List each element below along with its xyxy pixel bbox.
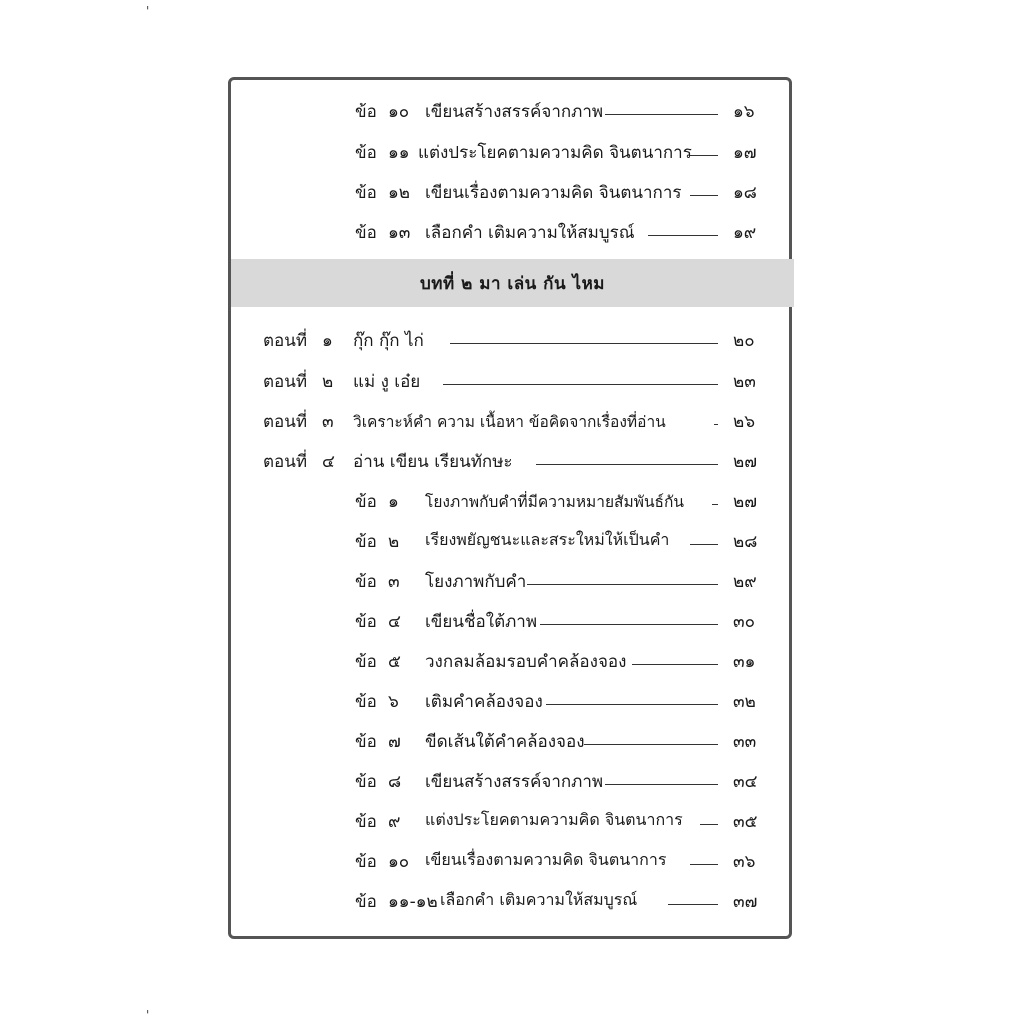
chapter-title: บทที่ ๒ มา เล่น กัน ไหม	[420, 273, 605, 294]
entry-page: ๓๒	[733, 692, 756, 712]
toc-entry	[0, 684, 1024, 712]
entry-number: ๗	[388, 732, 401, 752]
dot-leader	[546, 704, 718, 705]
entry-title: แต่งประโยคตามความคิด จินตนาการ	[418, 143, 692, 163]
dot-leader	[632, 664, 718, 665]
entry-title: เลือกคำ เติมความให้สมบูรณ์	[425, 223, 635, 243]
dot-leader	[712, 504, 718, 505]
section-number: ๔	[322, 452, 335, 472]
entry-title: วงกลมล้อมรอบคำคล้องจอง	[425, 652, 627, 672]
dot-leader	[690, 544, 718, 545]
entry-label: ข้อ	[355, 102, 377, 122]
entry-label: ข้อ	[355, 812, 377, 832]
entry-page: ๑๙	[733, 223, 757, 243]
entry-page: ๓๔	[733, 772, 758, 792]
entry-label: ข้อ	[355, 612, 377, 632]
toc-entry	[0, 524, 1024, 552]
dot-leader	[540, 624, 718, 625]
entry-number: ๘	[388, 772, 402, 792]
entry-label: ข้อ	[355, 223, 377, 243]
section-title: กุ๊ก กุ๊ก ไก่	[353, 331, 424, 351]
corner-mark-bottom: '	[146, 1008, 150, 1022]
entry-title: เขียนสร้างสรรค์จากภาพ	[425, 102, 604, 122]
entry-label: ข้อ	[355, 532, 377, 552]
section-label: ตอนที่	[263, 412, 308, 432]
toc-section	[0, 323, 1024, 351]
entry-page: ๓๕	[733, 812, 758, 832]
entry-number: ๑๑-๑๒	[388, 892, 438, 912]
entry-label: ข้อ	[355, 492, 377, 512]
toc-entry	[0, 135, 1024, 163]
toc-entry	[0, 94, 1024, 122]
entry-number: ๑๓	[388, 223, 411, 243]
dot-leader	[714, 424, 718, 425]
entry-number: ๑๐	[388, 102, 410, 122]
entry-label: ข้อ	[355, 572, 377, 592]
entry-title: โยงภาพกับคำที่มีความหมายสัมพันธ์กัน	[425, 493, 684, 511]
dot-leader	[605, 784, 718, 785]
entry-label: ข้อ	[355, 143, 377, 163]
section-page: ๒๐	[733, 331, 755, 351]
entry-number: ๖	[388, 692, 399, 712]
toc-entry	[0, 844, 1024, 872]
section-label: ตอนที่	[263, 331, 308, 351]
dot-leader	[690, 155, 718, 156]
dot-leader	[536, 464, 718, 465]
entry-number: ๙	[388, 812, 401, 832]
entry-number: ๒	[388, 532, 400, 552]
toc-entry	[0, 764, 1024, 792]
entry-number: ๑๑	[388, 143, 410, 163]
section-label: ตอนที่	[263, 372, 308, 392]
entry-label: ข้อ	[355, 692, 377, 712]
entry-page: ๑๘	[733, 183, 757, 203]
entry-page: ๓๖	[733, 852, 756, 872]
entry-number: ๓	[388, 572, 400, 592]
entry-title: ขีดเส้นใต้คำคล้องจอง	[425, 732, 585, 752]
dot-leader	[668, 904, 718, 905]
toc-entry	[0, 884, 1024, 912]
entry-label: ข้อ	[355, 183, 377, 203]
section-label: ตอนที่	[263, 452, 308, 472]
toc-entry	[0, 215, 1024, 243]
toc-entry	[0, 604, 1024, 632]
entry-page: ๑๗	[733, 143, 757, 163]
dot-leader	[443, 384, 718, 385]
entry-title: เติมคำคล้องจอง	[425, 692, 543, 712]
entry-label: ข้อ	[355, 892, 377, 912]
toc-section	[0, 364, 1024, 392]
entry-title: เขียนเรื่องตามความคิด จินตนาการ	[425, 850, 667, 869]
entry-label: ข้อ	[355, 652, 377, 672]
dot-leader	[527, 584, 718, 585]
section-page: ๒๖	[733, 412, 755, 432]
toc-entry	[0, 724, 1024, 752]
entry-title: โยงภาพกับคำ	[425, 572, 527, 592]
toc-entry	[0, 175, 1024, 203]
section-title: วิเคราะห์คำ ความ เนื้อหา ข้อคิดจากเรื่องที่อ่าน	[353, 413, 666, 431]
section-title: แม่ งู เอ๋ย	[353, 372, 421, 392]
section-number: ๑	[322, 331, 333, 351]
entry-title: แต่งประโยคตามความคิด จินตนาการ	[425, 810, 683, 829]
entry-number: ๔	[388, 612, 401, 632]
entry-page: ๓๑	[733, 652, 756, 672]
section-title: อ่าน เขียน เรียนทักษะ	[353, 452, 513, 472]
dot-leader	[690, 195, 718, 196]
section-page: ๒๗	[733, 452, 757, 472]
entry-page: ๑๖	[733, 102, 755, 122]
toc-section	[0, 404, 1024, 432]
entry-label: ข้อ	[355, 852, 377, 872]
entry-title: เขียนสร้างสรรค์จากภาพ	[425, 772, 604, 792]
dot-leader	[584, 744, 718, 745]
section-number: ๒	[322, 372, 334, 392]
dot-leader	[690, 864, 718, 865]
entry-number: ๕	[388, 652, 401, 672]
corner-mark-top: '	[146, 4, 150, 18]
entry-number: ๑	[388, 492, 399, 512]
dot-leader	[450, 343, 718, 344]
entry-page: ๓๐	[733, 612, 755, 632]
entry-number: ๑๐	[388, 852, 410, 872]
section-number: ๓	[322, 412, 334, 432]
entry-page: ๒๙	[733, 572, 757, 592]
entry-page: ๓๓	[733, 732, 757, 752]
section-page: ๒๓	[733, 372, 756, 392]
chapter-heading	[231, 259, 794, 307]
entry-title: เรียงพยัญชนะและสระใหม่ให้เป็นคำ	[425, 530, 670, 549]
dot-leader	[700, 824, 718, 825]
toc-entry	[0, 564, 1024, 592]
toc-entry	[0, 644, 1024, 672]
entry-page: ๒๘	[733, 532, 758, 552]
entry-label: ข้อ	[355, 772, 377, 792]
entry-title: เขียนเรื่องตามความคิด จินตนาการ	[425, 183, 682, 203]
entry-page: ๓๗	[733, 892, 758, 912]
entry-label: ข้อ	[355, 732, 377, 752]
toc-entry	[0, 484, 1024, 512]
entry-title: เลือกคำ เติมความให้สมบูรณ์	[440, 890, 638, 909]
entry-page: ๒๗	[733, 492, 757, 512]
toc-section	[0, 444, 1024, 472]
entry-number: ๑๒	[388, 183, 410, 203]
entry-title: เขียนชื่อใต้ภาพ	[425, 612, 538, 632]
dot-leader	[605, 114, 718, 115]
toc-entry	[0, 804, 1024, 832]
dot-leader	[648, 235, 718, 236]
